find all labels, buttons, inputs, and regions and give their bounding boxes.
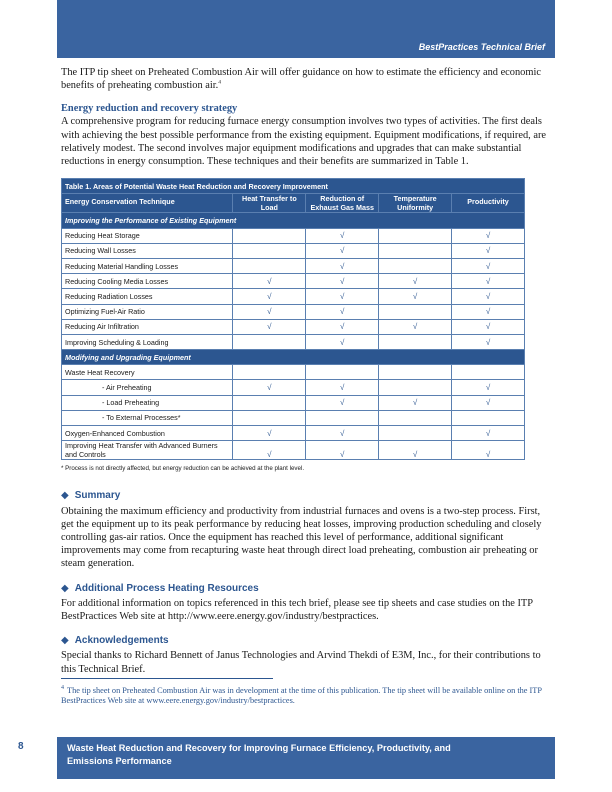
brief-label: BestPractices Technical Brief: [418, 42, 545, 52]
table-row: [62, 365, 525, 380]
diamond-bullet-icon: ◆: [61, 582, 69, 594]
diamond-bullet-icon: ◆: [61, 490, 69, 502]
energy-body: A comprehensive program for reducing furnace energy consumption involves two types of activities. The first deals with achieving the best possible performance from the existing equipment. Equipment modifications, if required, are relatively modest. The second involves major equipment modifications and upgrades that can make substantial reductions in energy consumption. These techniques and their benefits are summarized in Table 1.: [61, 116, 547, 168]
empty-cell: [379, 426, 452, 441]
check-mark-icon: √: [306, 289, 379, 304]
column-header: Temperature Uniformity: [379, 194, 452, 213]
check-mark-icon: √: [379, 395, 452, 410]
table-row: [62, 334, 525, 349]
check-mark-icon: √: [306, 380, 379, 395]
table-header-row: [62, 194, 525, 213]
row-label: - Load Preheating: [62, 395, 233, 410]
table-row: [62, 380, 525, 395]
section-row: [62, 350, 525, 365]
check-mark-icon: √: [379, 319, 452, 334]
empty-cell: [379, 334, 452, 349]
footnote-divider: [61, 678, 273, 679]
check-mark-icon: √: [233, 304, 306, 319]
check-mark-icon: √: [452, 441, 525, 460]
table-row: [62, 228, 525, 243]
table-title: Table 1. Areas of Potential Waste Heat Reduction and Recovery Improvement: [62, 179, 525, 194]
row-label: - To External Processes*: [62, 410, 233, 425]
header-bar: [57, 0, 555, 58]
empty-cell: [379, 304, 452, 319]
acknowledgements-heading: Acknowledgements: [74, 635, 169, 647]
section-label: Modifying and Upgrading Equipment: [62, 350, 525, 365]
check-mark-icon: √: [379, 289, 452, 304]
check-mark-icon: √: [452, 426, 525, 441]
resources-body: For additional information on topics referenced in this tech brief, please see tip sheets and case studies on the ITP BestPractices Web site at http://www.eere.energy.gov/industry/bestpractices.: [61, 597, 533, 623]
row-label: Reducing Radiation Losses: [62, 289, 233, 304]
check-mark-icon: √: [233, 441, 306, 460]
footnote-text: The tip sheet on Preheated Combustion Air was in development at the time of this publication. The tip sheet will be available online on the ITP BestPractices Web site at www.eere.energy.gov/industry/bestpractices.: [61, 685, 542, 705]
empty-cell: [452, 365, 525, 380]
check-mark-icon: √: [306, 334, 379, 349]
check-mark-icon: √: [452, 304, 525, 319]
empty-cell: [379, 410, 452, 425]
column-header: Reduction of Exhaust Gas Mass: [306, 194, 379, 213]
intro-paragraph: [61, 66, 553, 92]
check-mark-icon: √: [452, 289, 525, 304]
row-label: Oxygen-Enhanced Combustion: [62, 426, 233, 441]
table-row: [62, 304, 525, 319]
empty-cell: [379, 228, 452, 243]
empty-cell: [233, 395, 306, 410]
column-header: Energy Conservation Technique: [62, 194, 233, 213]
page-number: 8: [18, 741, 24, 752]
check-mark-icon: √: [379, 441, 452, 460]
row-label: Optimizing Fuel-Air Ratio: [62, 304, 233, 319]
diamond-bullet-icon: ◆: [61, 635, 69, 647]
acknowledgements-section: [61, 634, 553, 676]
empty-cell: [233, 243, 306, 258]
check-mark-icon: √: [452, 258, 525, 273]
check-mark-icon: √: [306, 426, 379, 441]
table-row: [62, 410, 525, 425]
empty-cell: [306, 410, 379, 425]
empty-cell: [233, 410, 306, 425]
energy-heading: Energy reduction and recovery strategy: [61, 103, 238, 115]
empty-cell: [379, 243, 452, 258]
summary-section: [61, 489, 553, 570]
section-row: [62, 213, 525, 228]
check-mark-icon: √: [233, 289, 306, 304]
check-mark-icon: √: [379, 274, 452, 289]
empty-cell: [233, 228, 306, 243]
check-mark-icon: √: [306, 228, 379, 243]
row-label: - Air Preheating: [62, 380, 233, 395]
column-header: Productivity: [452, 194, 525, 213]
check-mark-icon: √: [306, 243, 379, 258]
check-mark-icon: √: [452, 380, 525, 395]
footer-bar: [18, 737, 555, 779]
resources-heading: Additional Process Heating Resources: [74, 582, 259, 594]
table-note: * Process is not directly affected, but energy reduction can be achieved at the plant level.: [61, 465, 305, 473]
footnote: [61, 683, 553, 706]
row-label: Waste Heat Recovery: [62, 365, 233, 380]
empty-cell: [233, 334, 306, 349]
table-row: [62, 258, 525, 273]
table-row: [62, 426, 525, 441]
acknowledgements-body: Special thanks to Richard Bennett of Janus Technologies and Arvind Thekdi of E3M, Inc., for their contributions to this Technical Brief.: [61, 650, 541, 675]
check-mark-icon: √: [233, 274, 306, 289]
table-row: [62, 289, 525, 304]
resources-section: [61, 582, 553, 624]
page-content: [61, 66, 553, 706]
summary-heading: Summary: [74, 490, 121, 502]
empty-cell: [233, 258, 306, 273]
table-row: [62, 395, 525, 410]
check-mark-icon: √: [306, 304, 379, 319]
table-row: [62, 441, 525, 460]
intro-text: The ITP tip sheet on Preheated Combustion Air will offer guidance on how to estimate the efficiency and economic benefits of preheating combustion air.: [61, 67, 541, 92]
empty-cell: [379, 365, 452, 380]
check-mark-icon: √: [452, 319, 525, 334]
table-1: [61, 178, 525, 460]
check-mark-icon: √: [306, 395, 379, 410]
row-label: Improving Heat Transfer with Advanced Burners and Controls: [62, 441, 233, 460]
summary-body: Obtaining the maximum efficiency and productivity from industrial furnaces and ovens is a two-step process. First, get the equipment up to its peak performance by reducing heat losses, improving production scheduling and closely controlling gas-air ratios. Once the equipment has reached this level of performance, additional significant improvements may come from recapturing waste heat through direct load preheating, combustion air preheating or steam generation.: [61, 505, 542, 570]
check-mark-icon: √: [233, 319, 306, 334]
check-mark-icon: √: [306, 274, 379, 289]
column-header: Heat Transfer to Load: [233, 194, 306, 213]
check-mark-icon: √: [452, 395, 525, 410]
row-label: Reducing Wall Losses: [62, 243, 233, 258]
footer-title: Waste Heat Reduction and Recovery for Improving Furnace Efficiency, Productivity, and Emissions Performance: [67, 743, 451, 766]
table-title-row: [62, 179, 525, 194]
table-row: [62, 319, 525, 334]
section-label: Improving the Performance of Existing Equipment: [62, 213, 525, 228]
check-mark-icon: √: [306, 258, 379, 273]
check-mark-icon: √: [306, 441, 379, 460]
row-label: Improving Scheduling & Loading: [62, 334, 233, 349]
footnote-number: 4: [61, 684, 64, 691]
footnote-ref: 4: [218, 79, 222, 86]
row-label: Reducing Air Infiltration: [62, 319, 233, 334]
check-mark-icon: √: [452, 274, 525, 289]
row-label: Reducing Heat Storage: [62, 228, 233, 243]
row-label: Reducing Cooling Media Losses: [62, 274, 233, 289]
table-row: [62, 243, 525, 258]
check-mark-icon: √: [233, 426, 306, 441]
check-mark-icon: √: [452, 243, 525, 258]
check-mark-icon: √: [306, 319, 379, 334]
empty-cell: [379, 258, 452, 273]
check-mark-icon: √: [452, 334, 525, 349]
check-mark-icon: √: [452, 228, 525, 243]
row-label: Reducing Material Handling Losses: [62, 258, 233, 273]
empty-cell: [379, 380, 452, 395]
empty-cell: [233, 365, 306, 380]
empty-cell: [306, 365, 379, 380]
check-mark-icon: √: [233, 380, 306, 395]
table-row: [62, 274, 525, 289]
empty-cell: [452, 410, 525, 425]
